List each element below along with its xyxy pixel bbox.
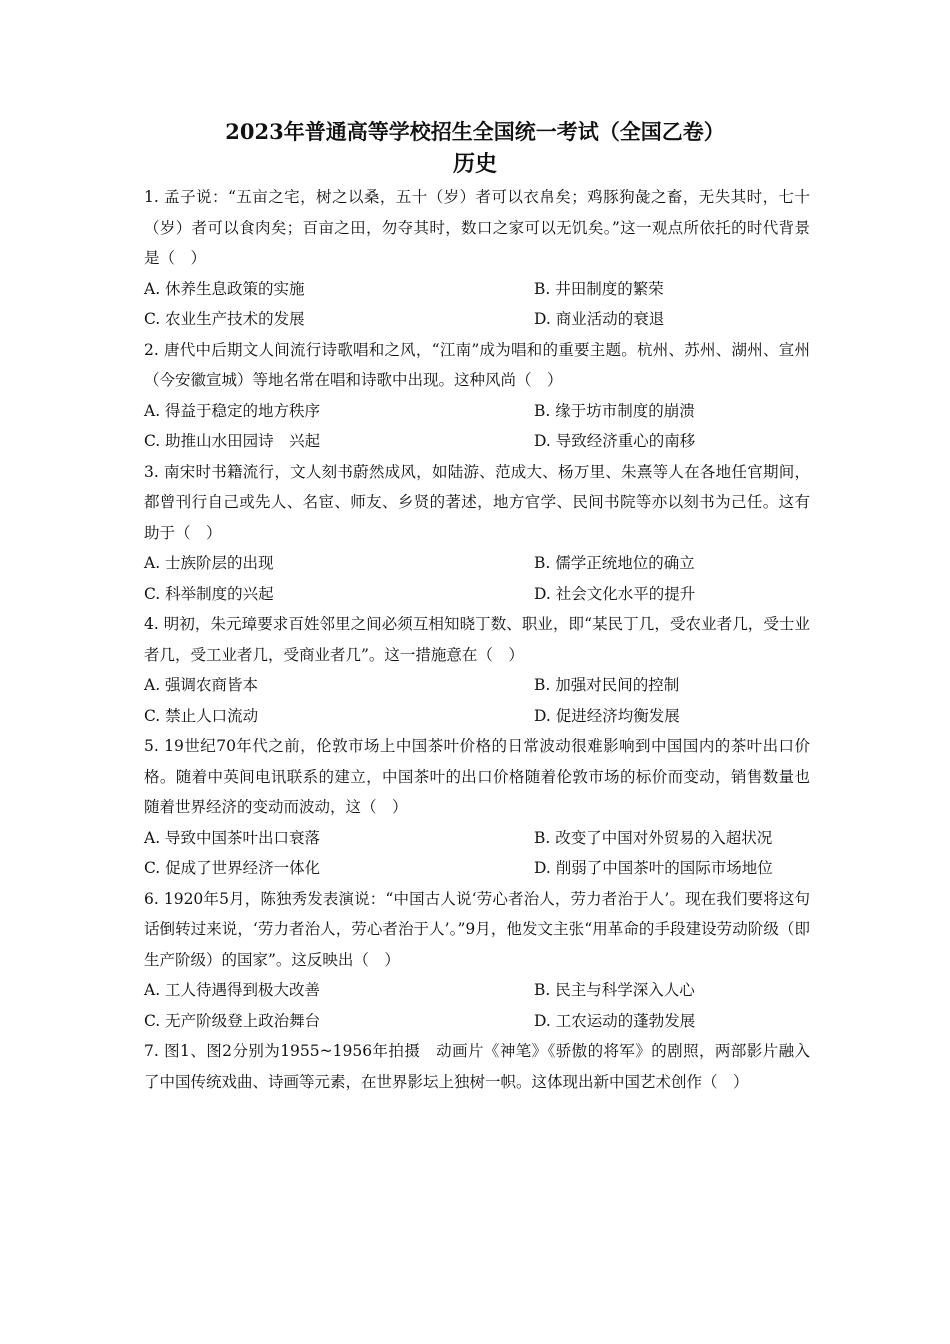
options — [144, 670, 810, 731]
question-stem: 2. 唐代中后期文人间流行诗歌唱和之风，“江南”成为唱和的重要主题。杭州、苏州、湖州、宣州（今安徽宣城）等地名常在唱和诗歌中出现。这种风尚（ ） — [144, 340, 810, 389]
options — [144, 975, 810, 1036]
option-c: C. 农业生产技术的发展 — [144, 310, 305, 328]
option-b: B. 加强对民间的控制 — [534, 676, 680, 694]
question-1 — [144, 182, 810, 335]
option-b: B. 改变了中国对外贸易的入超状况 — [534, 828, 773, 847]
option-b: B. 儒学正统地位的确立 — [534, 554, 695, 572]
question-6 — [144, 884, 810, 1037]
option-c: C. 促成了世界经济一体化 — [144, 859, 321, 877]
subject-title: 历史 — [452, 151, 497, 177]
option-a: A. 休养生息政策的实施 — [144, 279, 305, 298]
option-a: A. 得益于稳定的地方秩序 — [144, 401, 321, 420]
options — [144, 823, 810, 884]
option-b: B. 民主与科学深入人心 — [534, 981, 695, 999]
question-stem: 5. 19世纪70年代之前，伦敦市场上中国茶叶价格的日常波动很难影响到中国国内的茶叶出口价格。随着中英间电讯联系的建立，中国茶叶的出口价格随着伦敦市场的标价而变动，销售数量也随着世界经济的变动而波动，这（ ） — [144, 737, 810, 816]
exam-title: 2023年普通高等学校招生全国统一考试（全国乙卷） — [225, 119, 725, 144]
option-b: B. 井田制度的繁荣 — [534, 279, 664, 298]
option-d: D. 商业活动的衰退 — [534, 310, 665, 328]
option-d: D. 社会文化水平的提升 — [534, 584, 696, 603]
question-5 — [144, 731, 810, 884]
option-c: C. 科举制度的兴起 — [144, 584, 274, 603]
question-stem: 7. 图1、图2分别为1955~1956年拍摄 动画片《神笔》《骄傲的将军》的剧照，两部影片融入了中国传统戏曲、诗画等元素，在世界影坛上独树一帜。这体现出新中国艺术创作（ ） — [144, 1042, 810, 1091]
option-d: D. 导致经济重心的南移 — [534, 432, 696, 450]
questions-list — [144, 182, 810, 1097]
question-stem: 1. 孟子说：“五亩之宅，树之以桑，五十（岁）者可以衣帛矣；鸡豚狗彘之畜，无失其时，七十（岁）者可以食肉矣；百亩之田，勿夺其时，数口之家可以无饥矣。”这一观点所依托的时代背景是（ ） — [144, 188, 810, 267]
question-3 — [144, 457, 810, 610]
question-7 — [144, 1036, 810, 1097]
option-c: C. 禁止人口流动 — [144, 706, 259, 725]
option-a: A. 工人待遇得到极大改善 — [144, 981, 321, 999]
option-c: C. 无产阶级登上政治舞台 — [144, 1011, 321, 1030]
options — [144, 548, 810, 609]
option-a: A. 士族阶层的出现 — [144, 554, 274, 572]
question-stem: 6. 1920年5月，陈独秀发表演说：“中国古人说‘劳心者治人，劳力者治于人’。现在我们要将这句话倒转过来说，‘劳力者治人，劳心者治于人’。”9月，他发文主张“用革命的手段建设劳动阶级（即生产阶级）的国家”。这反映出（ ） — [144, 889, 810, 969]
option-a: A. 强调农商皆本 — [144, 676, 259, 694]
question-stem: 3. 南宋时书籍流行，文人刻书蔚然成风，如陆游、范成大、杨万里、朱熹等人在各地任官期间，都曾刊行自己或先人、名宦、师友、乡贤的著述，地方官学、民间书院等亦以刻书为己任。这有助于（ ） — [144, 462, 810, 542]
option-d: D. 削弱了中国茶叶的国际市场地位 — [534, 859, 773, 877]
option-d: D. 促进经济均衡发展 — [534, 706, 680, 725]
question-stem: 4. 明初，朱元璋要求百姓邻里之间必须互相知晓丁数、职业，即“某民丁几，受农业者几，受士业者几，受工业者几，受商业者几”。这一措施意在（ ） — [144, 615, 810, 664]
options — [144, 274, 810, 335]
options — [144, 396, 810, 457]
question-4 — [144, 609, 810, 731]
option-b: B. 缘于坊市制度的崩溃 — [534, 401, 695, 420]
question-2 — [144, 335, 810, 457]
option-a: A. 导致中国茶叶出口衰落 — [144, 828, 321, 847]
option-d: D. 工农运动的蓬勃发展 — [534, 1011, 696, 1030]
option-c: C. 助推山水田园诗 兴起 — [144, 432, 321, 450]
